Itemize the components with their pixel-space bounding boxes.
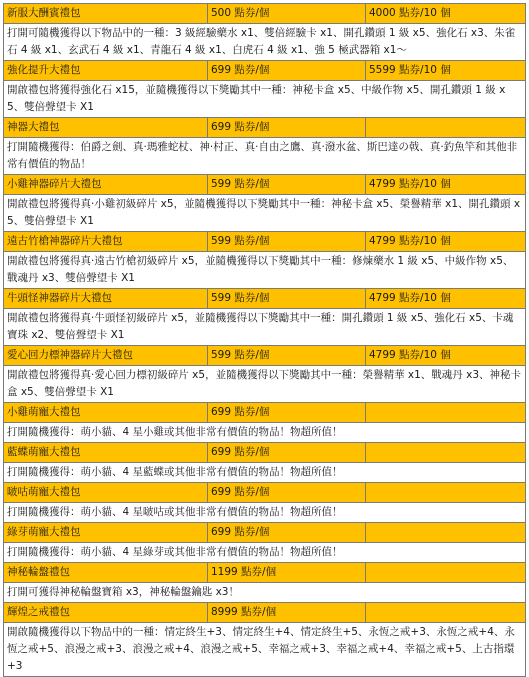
package-description: 開啟禮包將獲得真·遠古竹槍初級碎片 x5，並隨機獲得以下獎勵其中一種：修煉藥水 1 級 x5、中級作物 x5、戰魂丹 x3、雙倍聲望卡 X1 xyxy=(4,252,526,289)
price-single: 599 點券/個 xyxy=(208,289,366,309)
gift-package-table xyxy=(3,3,526,677)
package-description-row xyxy=(4,503,526,523)
price-bulk: 4799 點券/10 個 xyxy=(366,232,526,252)
price-bulk: 4799 點券/10 個 xyxy=(366,175,526,195)
package-description: 打開隨機獲得：伯爵之劍、真·瑪雅蛇杖、神·村正、真·自由之鷹、真·潑水盆、斯巴達の戟、真·釣魚竿和其他非常有價值的物品！ xyxy=(4,138,526,175)
price-bulk: 5599 點券/10 個 xyxy=(366,61,526,81)
price-bulk xyxy=(366,483,526,503)
price-single: 699 點券/個 xyxy=(208,61,366,81)
price-single: 699 點券/個 xyxy=(208,403,366,423)
package-header-row xyxy=(4,346,526,366)
package-description: 開啟禮包將獲得真·愛心回力標初級碎片 x5，並隨機獲得以下獎勵其中一種：榮譽精華 x1、戰魂丹 x3、神秘卡盒 x5、雙倍聲望卡 X1 xyxy=(4,366,526,403)
price-bulk xyxy=(366,563,526,583)
package-name: 遠古竹槍神器碎片大禮包 xyxy=(4,232,208,252)
package-name: 啵咕萌寵大禮包 xyxy=(4,483,208,503)
price-bulk: 4000 點券/10 個 xyxy=(366,4,526,24)
package-name: 愛心回力標神器碎片大禮包 xyxy=(4,346,208,366)
package-description: 開啟禮包將獲得真·牛頭怪初級碎片 x5，並隨機獲得以下獎勵其中一種：開孔鑽頭 1 級 x5、強化石 x5、卡魂寶珠 x2、雙倍聲望卡 X1 xyxy=(4,309,526,346)
package-description-row xyxy=(4,309,526,346)
package-name: 新服大酬賓禮包 xyxy=(4,4,208,24)
price-single: 699 點券/個 xyxy=(208,118,366,138)
price-bulk xyxy=(366,443,526,463)
package-description: 打開隨機獲得：萌小貓、4 星小雞或其他非常有價值的物品！物超所值！ xyxy=(4,423,526,443)
package-description-row xyxy=(4,252,526,289)
price-single: 599 點券/個 xyxy=(208,175,366,195)
package-description: 打開隨機獲得：萌小貓、4 星綠芽或其他非常有價值的物品！物超所值！ xyxy=(4,543,526,563)
package-description: 開啟禮包將獲得真·小雞初級碎片 x5，並隨機獲得以下獎勵其中一種：神秘卡盒 x5、榮譽精華 x1、開孔鑽頭 x5、雙倍聲望卡 X1 xyxy=(4,195,526,232)
package-header-row xyxy=(4,603,526,623)
package-description: 開啟禮包將獲得強化石 x15，並隨機獲得以下獎勵其中一種：神秘卡盒 x5、中級作物 x5、開孔鑽頭 1 級 x5、雙倍聲望卡 X1 xyxy=(4,81,526,118)
package-description: 打開隨機獲得：萌小貓、4 星啵咕或其他非常有價值的物品！物超所值！ xyxy=(4,503,526,523)
price-bulk xyxy=(366,523,526,543)
package-description-row xyxy=(4,423,526,443)
package-description-row xyxy=(4,195,526,232)
package-header-row xyxy=(4,563,526,583)
package-header-row xyxy=(4,118,526,138)
package-description-row xyxy=(4,583,526,603)
package-header-row xyxy=(4,523,526,543)
price-single: 8999 點券/個 xyxy=(208,603,366,623)
price-bulk xyxy=(366,403,526,423)
package-description-row xyxy=(4,24,526,61)
package-name: 綠芽萌寵大禮包 xyxy=(4,523,208,543)
package-header-row xyxy=(4,483,526,503)
package-name: 輝煌之戒禮包 xyxy=(4,603,208,623)
package-header-row xyxy=(4,403,526,423)
price-single: 1199 點券/個 xyxy=(208,563,366,583)
package-name: 牛頭怪神器碎片大禮包 xyxy=(4,289,208,309)
package-description: 開啟隨機獲得以下物品中的一種：情定終生+3、情定終生+4、情定終生+5、永恆之戒+3、永恆之戒+4、永恆之戒+5、浪漫之戒+3、浪漫之戒+4、浪漫之戒+5、幸福之戒+3、幸福之戒+4、幸福之戒+5、上古指環+3 xyxy=(4,623,526,677)
package-header-row xyxy=(4,289,526,309)
price-bulk: 4799 點券/10 個 xyxy=(366,346,526,366)
price-bulk xyxy=(366,118,526,138)
package-name: 神秘輪盤禮包 xyxy=(4,563,208,583)
package-description-row xyxy=(4,463,526,483)
price-single: 699 點券/個 xyxy=(208,523,366,543)
package-description-row xyxy=(4,623,526,677)
package-description: 打開可隨機獲得以下物品中的一種：3 級經驗藥水 x1、雙倍經驗卡 x1、開孔鑽頭 1 級 x5、強化石 x3、朱雀石 4 級 x1、玄武石 4 級 x1、青龍石 4 級 x1、白虎石 4 級 x1、強 5 極武器箱 x1～ xyxy=(4,24,526,61)
package-description-row xyxy=(4,138,526,175)
price-single: 699 點券/個 xyxy=(208,443,366,463)
price-bulk: 4799 點券/10 個 xyxy=(366,289,526,309)
package-header-row xyxy=(4,175,526,195)
package-name: 強化提升大禮包 xyxy=(4,61,208,81)
package-description-row xyxy=(4,543,526,563)
package-header-row xyxy=(4,232,526,252)
package-description: 打開隨機獲得：萌小貓、4 星藍蝶或其他非常有價值的物品！物超所值！ xyxy=(4,463,526,483)
package-description-row xyxy=(4,366,526,403)
package-name: 小雞萌寵大禮包 xyxy=(4,403,208,423)
price-single: 599 點券/個 xyxy=(208,346,366,366)
package-name: 神器大禮包 xyxy=(4,118,208,138)
price-single: 500 點券/個 xyxy=(208,4,366,24)
package-description-row xyxy=(4,81,526,118)
table-body xyxy=(4,4,526,677)
price-bulk xyxy=(366,603,526,623)
package-header-row xyxy=(4,61,526,81)
package-name: 小雞神器碎片大禮包 xyxy=(4,175,208,195)
price-single: 599 點券/個 xyxy=(208,232,366,252)
package-header-row xyxy=(4,443,526,463)
price-single: 699 點券/個 xyxy=(208,483,366,503)
package-description: 打開可獲得神秘輪盤寶箱 x3，神秘輪盤鑰匙 x3！ xyxy=(4,583,526,603)
package-header-row xyxy=(4,4,526,24)
package-name: 藍蝶萌寵大禮包 xyxy=(4,443,208,463)
